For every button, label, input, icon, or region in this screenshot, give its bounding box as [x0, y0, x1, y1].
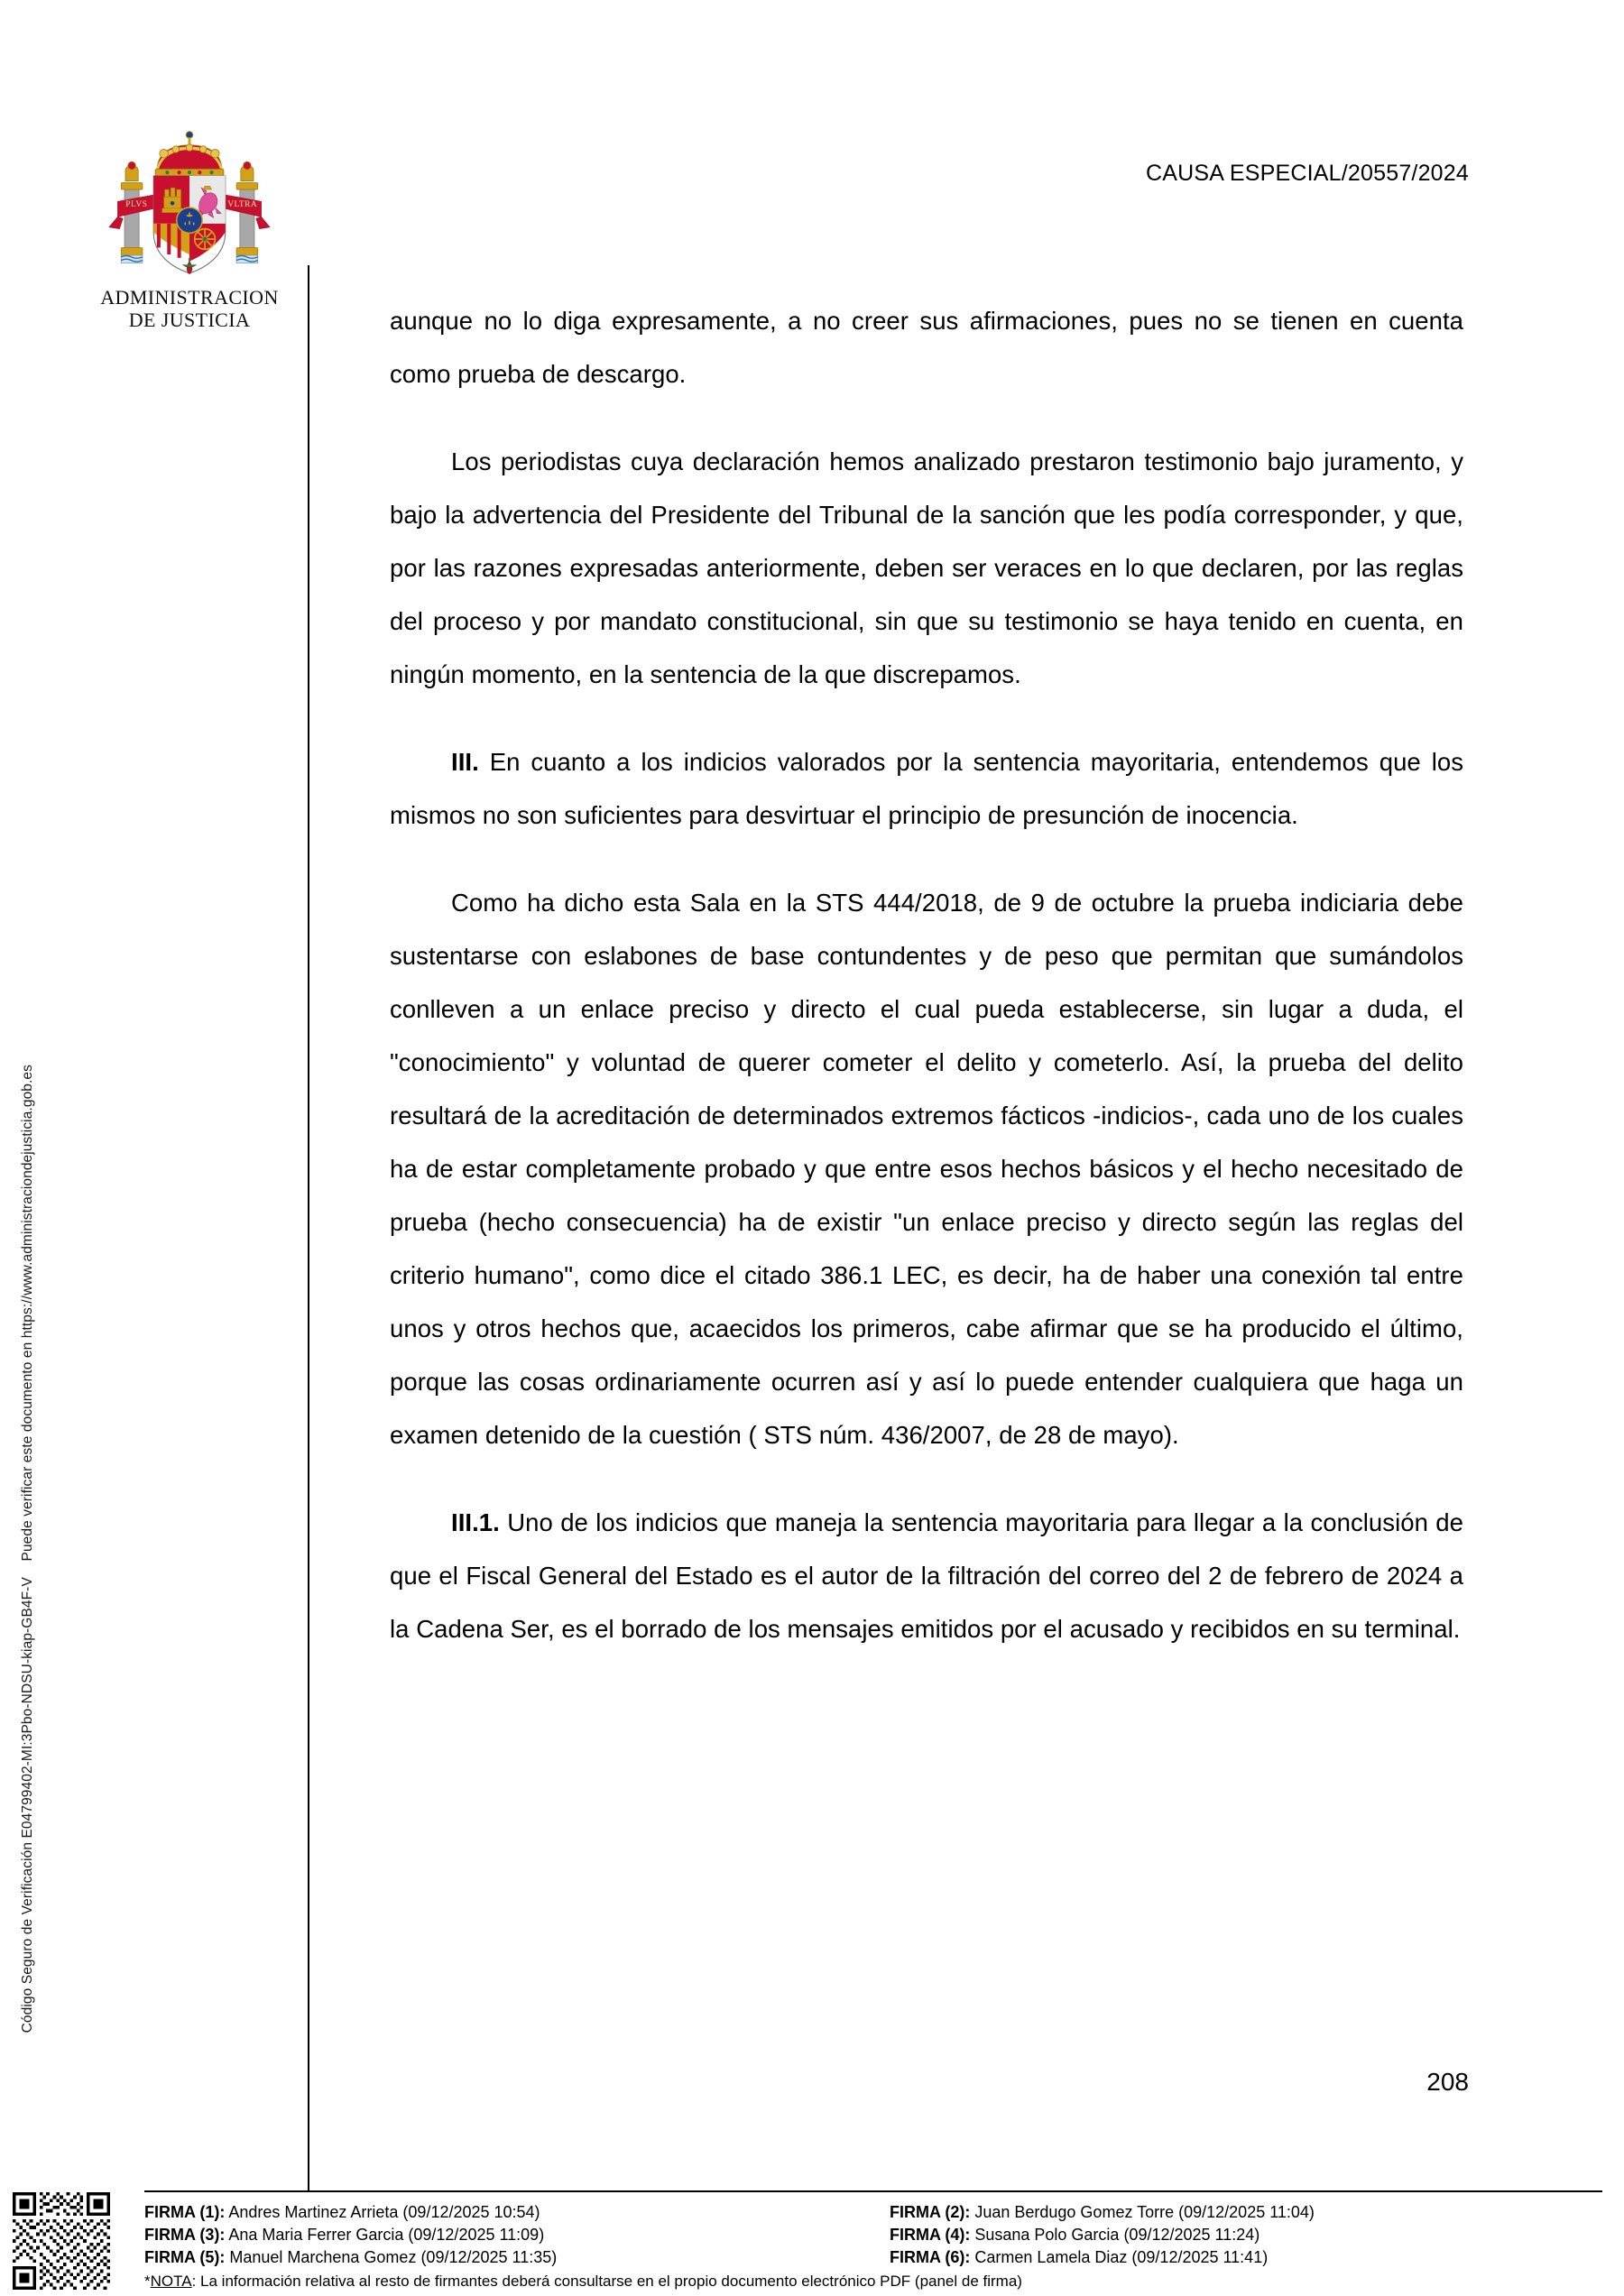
signature-label: FIRMA (3):: [144, 2226, 226, 2244]
case-reference-header: CAUSA ESPECIAL/20557/2024: [1145, 161, 1469, 186]
signature-footer: [144, 2201, 1606, 2292]
emblem-label-line2: DE JUSTICIA: [128, 308, 251, 331]
document-body: [390, 294, 1463, 1655]
paragraph: [390, 876, 1463, 1462]
signature-entry: [890, 2246, 1606, 2269]
footer-divider: [144, 2190, 1602, 2192]
signature-label: FIRMA (4):: [890, 2226, 971, 2244]
signature-label: FIRMA (6):: [890, 2248, 971, 2266]
emblem-block: [87, 126, 292, 331]
signature-label: FIRMA (5):: [144, 2248, 226, 2266]
paragraph: [390, 435, 1463, 701]
svg-text:VLTRA: VLTRA: [227, 200, 258, 209]
signature-label: FIRMA (2):: [890, 2203, 971, 2221]
paragraph: [390, 1496, 1463, 1655]
signature-entry: [144, 2224, 890, 2246]
paragraph: [390, 294, 1463, 401]
signature-value: Ana Maria Ferrer Garcia (09/12/2025 11:09): [228, 2226, 545, 2244]
signature-value: Carmen Lamela Diaz (09/12/2025 11:41): [974, 2248, 1269, 2266]
signature-value: Susana Polo Garcia (09/12/2025 11:24): [974, 2226, 1260, 2244]
note-text: : La información relativa al resto de firmantes deberá consultarse en el propio documento electrónico PDF (panel de firma): [191, 2273, 1022, 2290]
margin-divider: [308, 265, 309, 2190]
signature-value: Manuel Marchena Gomez (09/12/2025 11:35): [229, 2248, 558, 2266]
footer-note: [144, 2271, 1606, 2292]
signature-entry: [144, 2201, 890, 2224]
signature-value: Juan Berdugo Gomez Torre (09/12/2025 11:04): [974, 2203, 1315, 2221]
signature-entry: [890, 2224, 1606, 2246]
signature-value: Andres Martinez Arrieta (09/12/2025 10:54): [228, 2203, 540, 2221]
paragraph-text: Uno de los indicios que maneja la sentencia mayoritaria para llegar a la conclusión de que el Fiscal General del Estado es el autor de la filtración del correo del 2 de febrero de 2024 a la Cadena Ser, es el borrado de los mensajes emitidos por el acusado y recibidos en su terminal.: [390, 1508, 1463, 1643]
svg-text:PLVS: PLVS: [125, 200, 148, 209]
signature-label: FIRMA (1):: [144, 2203, 226, 2221]
paragraph-text: aunque no lo diga expresamente, a no creer sus afirmaciones, pues no se tienen en cuenta como prueba de descargo.: [390, 307, 1463, 388]
verification-code-strip: [13, 1065, 43, 2129]
paragraph-text: En cuanto a los indicios valorados por la sentencia mayoritaria, entendemos que los mismos no son suficientes para desvirtuar el principio de presunción de inocencia.: [390, 748, 1463, 829]
verification-code-text: Código Seguro de Verificación E04799402-MI:3Pbo-NDSU-kiap-GB4F-V Puede verificar este documento en https://www.administraciondejusticia.gob.es: [20, 1065, 35, 2033]
paragraph-text: Como ha dicho esta Sala en la STS 444/2018, de 9 de octubre la prueba indiciaria debe sustentarse con eslabones de base contundentes y de peso que permitan que sumándolos conlleven a un enlace preciso y directo el cual pueda establecerse, sin lugar a duda, el "conocimiento" y voluntad de querer cometer el delito y cometerlo. Así, la prueba del delito resultará de la acreditación de determinados extremos fácticos -indicios-, cada uno de los cuales ha de estar completamente probado y que entre esos hechos básicos y el hecho necesitado de prueba (hecho consecuencia) ha de existir "un enlace preciso y directo según las reglas del criterio humano", como dice el citado 386.1 LEC, es decir, ha de haber una conexión tal entre unos y otros hechos que, acaecidos los primeros, cabe afirmar que se ha producido el último, porque las cosas ordinariamente ocurren así y así lo puede entender cualquiera que haga un examen detenido de la cuestión ( STS núm. 436/2007, de 28 de mayo).: [390, 889, 1463, 1449]
section-number: III.: [451, 748, 479, 776]
note-keyword: NOTA: [150, 2273, 192, 2290]
signature-entry: [890, 2201, 1606, 2224]
paragraph-text: Los periodistas cuya declaración hemos analizado prestaron testimonio bajo juramento, y bajo la advertencia del Presidente del Tribunal de la sanción que les podía corresponder, y que, por las razones expresadas anteriormente, deben ser veraces en lo que declaren, por las reglas del proceso y por mandato constitucional, sin que su testimonio se haya tenido en cuenta, en ningún momento, en la sentencia de la que discrepamos.: [390, 447, 1463, 688]
signature-entry: [144, 2246, 890, 2269]
emblem-label-line1: ADMINISTRACION: [100, 286, 279, 309]
signature-grid: [144, 2201, 1606, 2269]
page-number: 208: [1426, 2068, 1469, 2096]
paragraph: [390, 735, 1463, 842]
note-marker: *: [144, 2273, 151, 2290]
qr-code: [13, 2192, 110, 2290]
section-number: III.1.: [451, 1508, 500, 1536]
spain-coat-of-arms-icon: [104, 126, 275, 287]
